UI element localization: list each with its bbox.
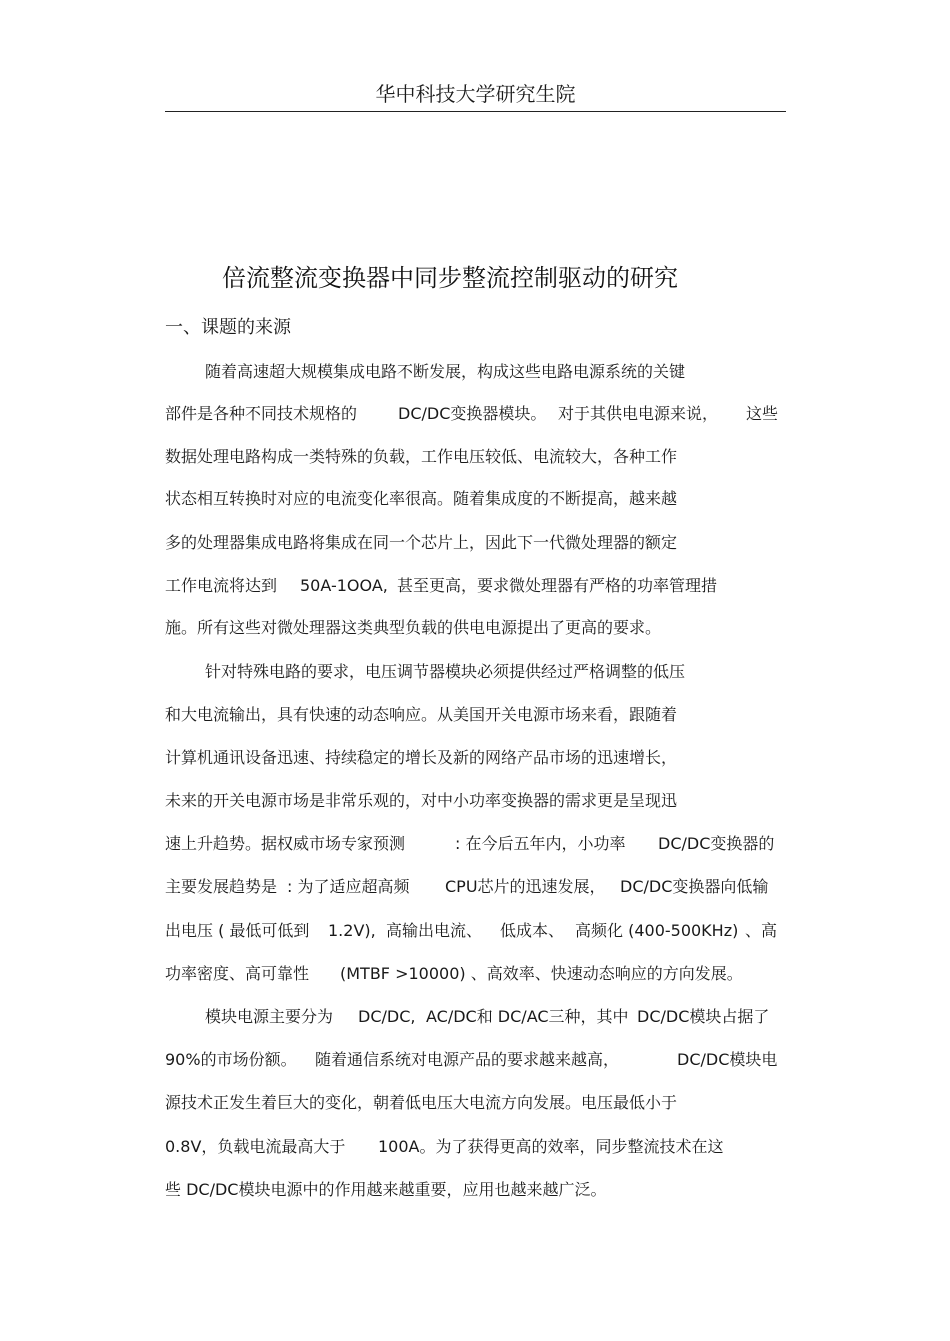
paragraph-1-line-1: 随着高速超大规模集成电路不断发展，构成这些电路电源系统的关键 [205,362,686,381]
paragraph-3-line-4 [165,1132,765,1162]
text-segment: 随着通信系统对电源产品的要求越来越高， [315,1050,620,1069]
text-segment: : 在今后五年内，小功率 [455,834,626,853]
paragraph-3-line-3: 源技术正发生着巨大的变化，朝着低电压大电流方向发展。电压最低小于 [165,1093,678,1112]
text-segment: 速上升趋势。据权威市场专家预测 [165,834,406,853]
text-segment: 甚至更高，要求微处理器有严格的功率管理措 [397,576,718,595]
text-segment: 部件是各种不同技术规格的 [165,404,358,423]
text-segment: 工作电流将达到 [165,576,278,595]
paragraph-2-line-2: 和大电流输出，具有快速的动态响应。从美国开关电源市场来看，跟随着 [165,705,678,724]
text-segment: (MTBF >10000) 、高效率、快速动态响应的方向发展。 [340,964,743,983]
text-segment: 出电压 ( 最低可低到 [165,921,310,940]
text-segment: 模块电源主要分为 [205,1007,334,1026]
paragraph-2-line-1: 针对特殊电路的要求，电压调节器模块必须提供经过严格调整的低压 [205,662,686,681]
paragraph-3-line-1 [205,1002,785,1032]
text-segment: CPU芯片的迅速发展， [445,877,606,896]
text-segment: 90%的市场份额。 [165,1050,297,1069]
text-segment: 100A。为了获得更高的效率，同步整流技术在这 [378,1137,724,1156]
text-segment: : 为了适应超高频 [287,877,410,896]
text-segment: 高输出电流、 [386,921,483,940]
paragraph-1-line-6 [165,571,765,601]
page-header: 华中科技大学研究生院 [375,82,576,106]
text-segment: 功率密度、高可靠性 [165,964,310,983]
paragraph-1-line-2 [165,399,785,429]
text-segment: 高频化 (400-500KHz) [575,921,739,940]
text-segment: DC/DC变换器向低输 [620,877,769,896]
paragraph-3-line-2 [165,1045,785,1075]
paragraph-2-line-4: 未来的开关电源市场是非常乐观的，对中小功率变换器的需求更是呈现迅 [165,791,678,810]
text-segment: 、高 [745,921,778,940]
paragraph-2-line-3: 计算机通讯设备迅速、持续稳定的增长及新的网络产品市场的迅速增长， [165,748,678,767]
paragraph-1-line-7: 施。所有这些对微处理器这类典型负载的供电电源提出了更高的要求。 [165,618,662,637]
paragraph-2-line-5 [165,829,785,859]
text-segment: 主要发展趋势是 [165,877,278,896]
paragraph-1-line-4: 状态相互转换时对应的电流变化率很高。随着集成度的不断提高，越来越 [165,489,678,508]
text-segment: 0.8V，负载电流最高大于 [165,1137,346,1156]
text-segment: DC/DC, [358,1007,416,1026]
paragraph-3-line-5: 些 DC/DC模块电源中的作用越来越重要，应用也越来越广泛。 [165,1180,607,1199]
text-segment: 低成本、 [500,921,565,940]
paragraph-1-line-5: 多的处理器集成电路将集成在同一个芯片上，因此下一代微处理器的额定 [165,533,678,552]
paragraph-2-line-6 [165,872,785,902]
text-segment: 这些 [746,404,779,423]
section-heading: 一、课题的来源 [165,317,291,338]
paragraph-2-line-7 [165,916,785,946]
text-segment: 1.2V), [328,921,376,940]
text-segment: 对于其供电电源来说， [558,404,719,423]
text-segment: DC/DC变换器模块。 [398,404,547,423]
text-segment: DC/DC模块占据了 [637,1007,770,1026]
document-title: 倍流整流变换器中同步整流控制驱动的研究 [222,264,678,292]
header-divider [165,111,786,112]
text-segment: DC/DC变换器的 [658,834,775,853]
paragraph-2-line-8 [165,959,785,989]
text-segment: DC/DC模块电 [677,1050,778,1069]
text-segment: AC/DC和 DC/AC三种，其中 [426,1007,629,1026]
text-segment: 50A-1OOA, [300,576,388,595]
paragraph-1-line-3: 数据处理电路构成一类特殊的负载，工作电压较低、电流较大，各种工作 [165,447,678,466]
